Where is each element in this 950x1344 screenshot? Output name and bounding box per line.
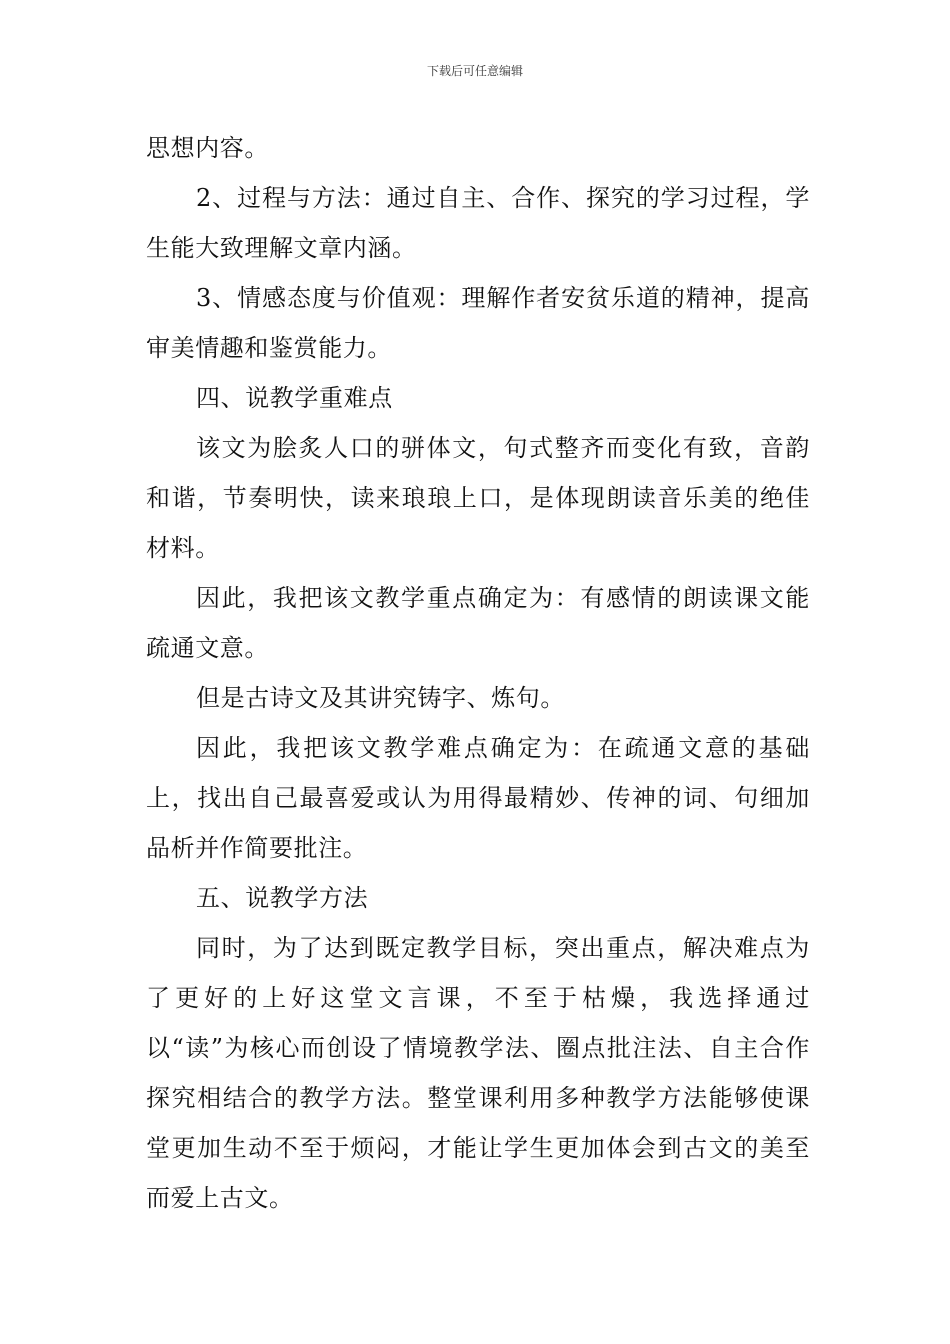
page-header-note: 下载后可任意编辑: [426, 64, 523, 78]
section-heading-teaching-methods: 五、说教学方法: [196, 884, 369, 912]
paragraph-methods-detail: 同时，为了达到既定教学目标，突出重点，解决难点为了更好的上好这堂文言课，不至于枯燥，我选择通过以“读”为核心而创设了情境教学法、圈点批注法、自主合作探究相结合的教学方法。整堂课利用多种教学方法能够使课堂更加生动不至于烦闷，才能让学生更加体会到古文的美至而爱上古文。: [146, 934, 810, 1212]
section-heading-key-points: 四、说教学重难点: [196, 384, 393, 412]
document-body: [146, 123, 810, 1223]
paragraph-word-refinement: 但是古诗文及其讲究铸字、炼句。: [196, 684, 565, 712]
paragraph-emotion-values: 3、情感态度与价值观：理解作者安贫乐道的精神，提高审美情趣和鉴赏能力。: [146, 284, 810, 362]
paragraph-teaching-focus: 因此，我把该文教学重点确定为：有感情的朗读课文能疏通文意。: [146, 584, 810, 662]
paragraph-teaching-difficulty: 因此，我把该文教学难点确定为：在疏通文意的基础上，找出自己最喜爱或认为用得最精妙、传神的词、句细加品析并作简要批注。: [146, 734, 810, 862]
paragraph-content-ending: 思想内容。: [146, 134, 269, 162]
paragraph-process-method: 2、过程与方法：通过自主、合作、探究的学习过程，学生能大致理解文章内涵。: [146, 184, 810, 262]
paragraph-text-features: 该文为脍炙人口的骈体文，句式整齐而变化有致，音韵和谐，节奏明快，读来琅琅上口，是体现朗读音乐美的绝佳材料。: [146, 434, 810, 562]
